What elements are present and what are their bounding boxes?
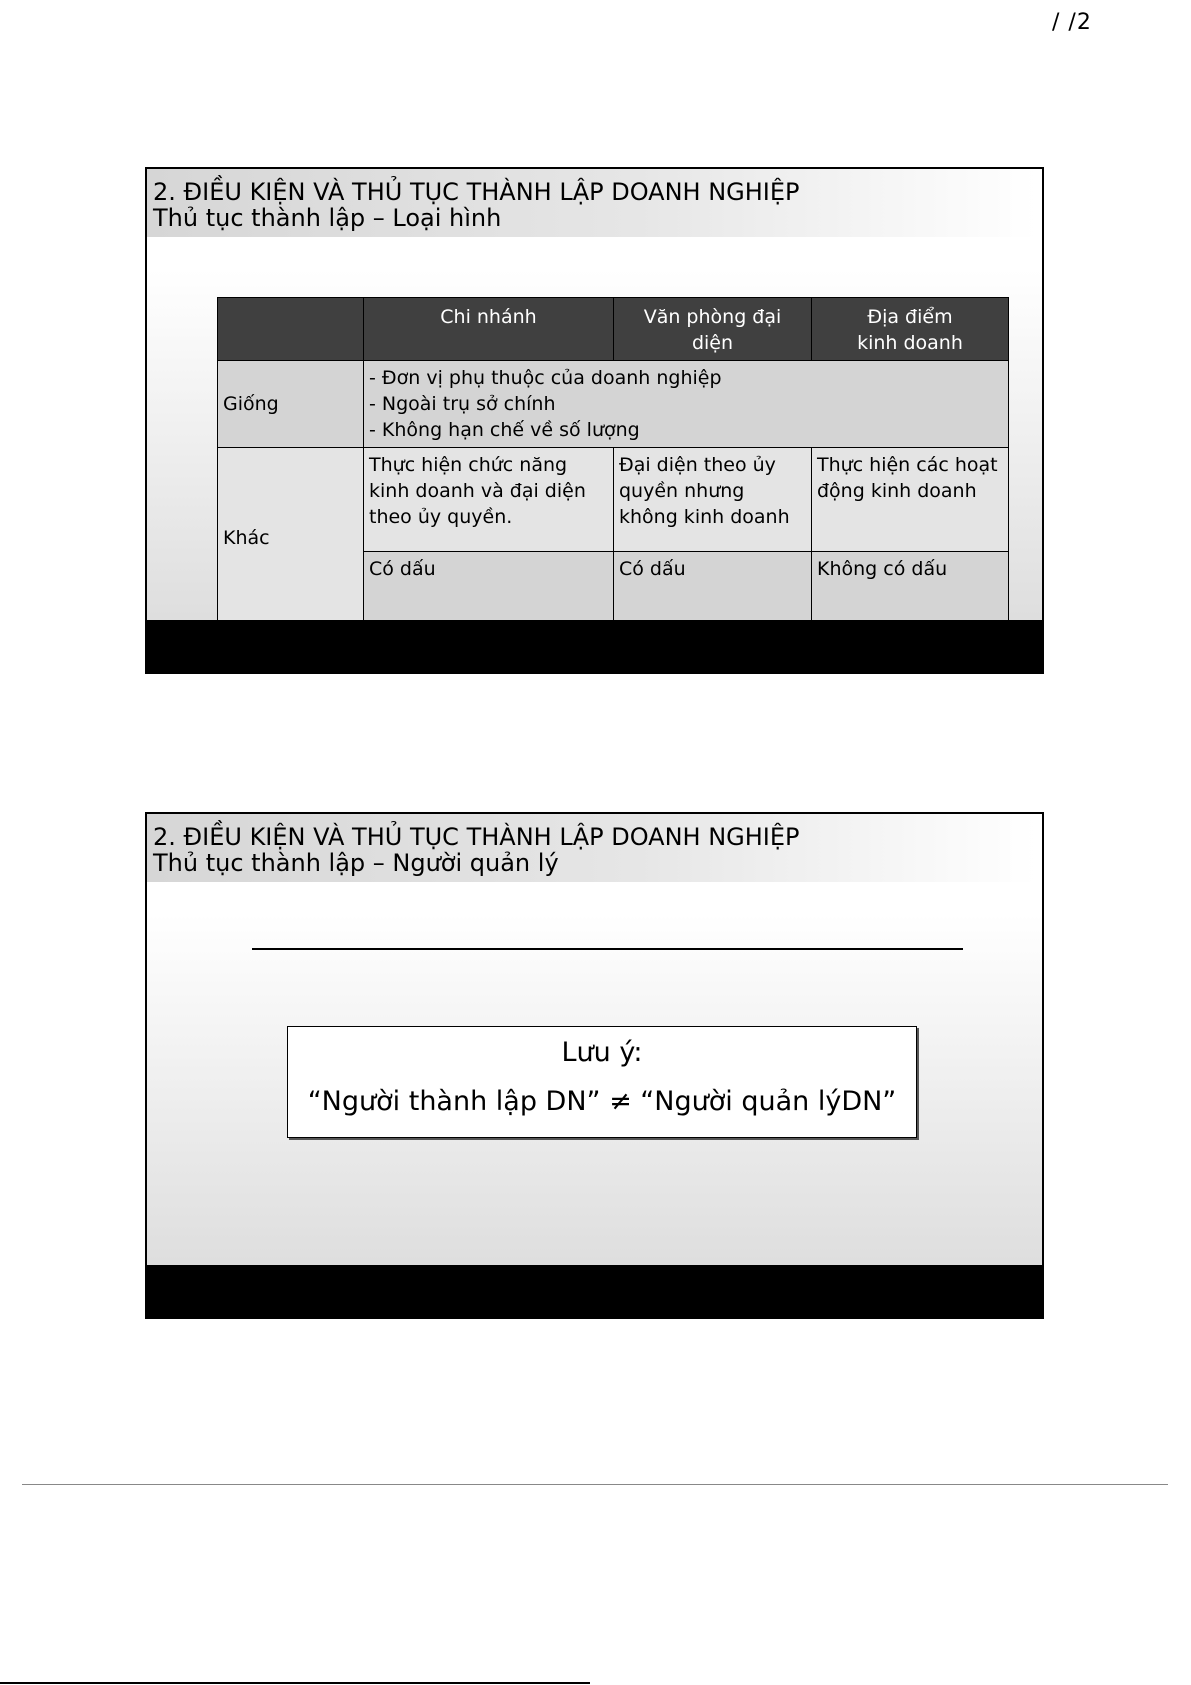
similar-item: - Đơn vị phụ thuộc của doanh nghiệp — [369, 367, 722, 389]
page-number: / /2 — [1052, 10, 1092, 35]
similar-items-cell — [364, 361, 1009, 448]
header-business-location-text: Địa điểm kinh doanh — [857, 306, 963, 354]
slide-subtitle: Thủ tục thành lập – Loại hình — [153, 204, 502, 232]
table-row-different-function — [218, 448, 1009, 552]
note-box — [287, 1026, 917, 1138]
header-empty — [218, 298, 364, 361]
header-branch: Chi nhánh — [364, 298, 614, 361]
business-location-seal-cell: Không có dấu — [812, 552, 1009, 628]
note-title: Lưu ý: — [561, 1037, 643, 1068]
rep-office-seal-cell: Có dấu — [614, 552, 812, 628]
branch-function-cell: Thực hiện chức năng kinh doanh và đại diện theo ủy quyền. — [364, 448, 614, 552]
table-header-row — [218, 298, 1009, 361]
page-divider — [22, 1484, 1168, 1485]
row-label-similar: Giống — [218, 361, 364, 448]
note-text: “Người thành lập DN” ≠ “Người quản lýDN” — [307, 1086, 897, 1117]
slide-company-types — [145, 167, 1044, 674]
slide-title: 2. ĐIỀU KIỆN VÀ THỦ TỤC THÀNH LẬP DOANH NGHIỆP — [153, 178, 800, 206]
row-label-different: Khác — [218, 448, 364, 628]
page-bottom-edge — [0, 1682, 590, 1684]
slide-footer-bar — [147, 1265, 1042, 1317]
table-row-similar — [218, 361, 1009, 448]
header-business-location — [812, 298, 1009, 361]
slide-header — [147, 814, 1037, 882]
similar-item: - Không hạn chế về số lượng — [369, 419, 640, 441]
slide-footer-bar — [147, 620, 1042, 672]
header-representative-office-text: Văn phòng đại diện — [643, 306, 782, 354]
rep-office-function-cell: Đại diện theo ủy quyền nhưng không kinh doanh — [614, 448, 812, 552]
branch-seal-cell: Có dấu — [364, 552, 614, 628]
header-representative-office — [614, 298, 812, 361]
slide-subtitle: Thủ tục thành lập – Người quản lý — [153, 849, 559, 877]
divider-line — [252, 948, 963, 950]
similar-item: - Ngoài trụ sở chính — [369, 393, 556, 415]
slide-title: 2. ĐIỀU KIỆN VÀ THỦ TỤC THÀNH LẬP DOANH NGHIỆP — [153, 823, 800, 851]
slide-managers — [145, 812, 1044, 1319]
business-location-function-cell: Thực hiện các hoạt động kinh doanh — [812, 448, 1009, 552]
slide-header — [147, 169, 1037, 237]
comparison-table — [217, 297, 1009, 628]
